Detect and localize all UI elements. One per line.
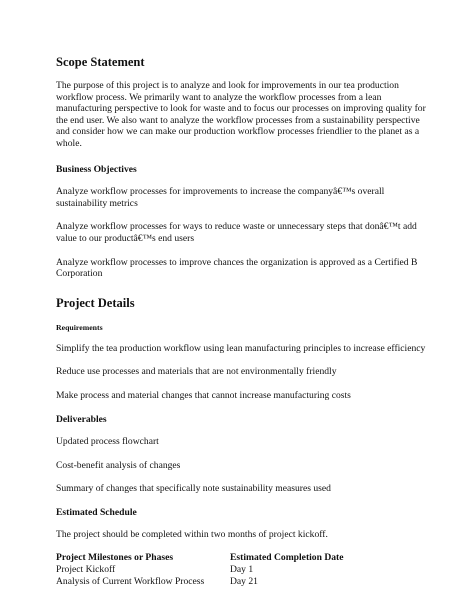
- schedule-intro: The project should be completed within two months of project kickoff.: [56, 529, 328, 541]
- column-header-milestones: Project Milestones or Phases: [56, 552, 174, 564]
- business-objective-item: Analyze workflow processes to improve chances the organization is approved as a Certified B Corporation: [56, 256, 418, 280]
- table-row: [56, 564, 420, 576]
- completion-date-cell: Day 1: [230, 563, 254, 575]
- milestone-cell: Analysis of Current Workflow Process: [56, 575, 205, 587]
- business-objective-item: Analyze workflow processes for ways to reduce waste or unnecessary steps that donâ€™t add value to our productâ€™s end users: [56, 221, 417, 244]
- table-row: [56, 576, 420, 588]
- requirements-heading: Requirements: [56, 322, 103, 332]
- business-objective-item: Analyze workflow processes for improvements to increase the companyâ€™s overall sustainability metrics: [56, 186, 385, 209]
- scope-statement-body: The purpose of this project is to analyze and look for improvements in our tea production workflow process. We primarily want to analyze the workflow processes from a lean manufacturing perspective to look for waste and to focus our processes on improving quality for the end user. We also want to analyze the workflow processes from a sustainability perspective and consider how we can make our production workflow processes friendlier to the planet as a whole.: [56, 80, 426, 149]
- business-objectives-heading: Business Objectives: [56, 163, 137, 175]
- requirement-item: Reduce use processes and materials that are not environmentally friendly: [56, 366, 337, 378]
- requirement-item: Make process and material changes that cannot increase manufacturing costs: [56, 389, 351, 401]
- scope-statement-title: Scope Statement: [56, 55, 145, 69]
- table-header-row: [56, 552, 420, 564]
- estimated-schedule-heading: Estimated Schedule: [56, 506, 137, 518]
- completion-date-cell: Day 21: [230, 575, 258, 587]
- milestone-cell: Project Kickoff: [56, 563, 116, 575]
- requirement-item: Simplify the tea production workflow using lean manufacturing principles to increase efficiency: [56, 342, 426, 354]
- deliverable-item: Updated process flowchart: [56, 436, 159, 448]
- deliverables-heading: Deliverables: [56, 413, 107, 425]
- column-header-completion-date: Estimated Completion Date: [230, 552, 344, 564]
- deliverable-item: Cost-benefit analysis of changes: [56, 459, 181, 471]
- milestones-table: [56, 552, 420, 587]
- document-content: [56, 55, 426, 587]
- project-details-title: Project Details: [56, 295, 135, 310]
- deliverable-item: Summary of changes that specifically note sustainability measures used: [56, 483, 331, 495]
